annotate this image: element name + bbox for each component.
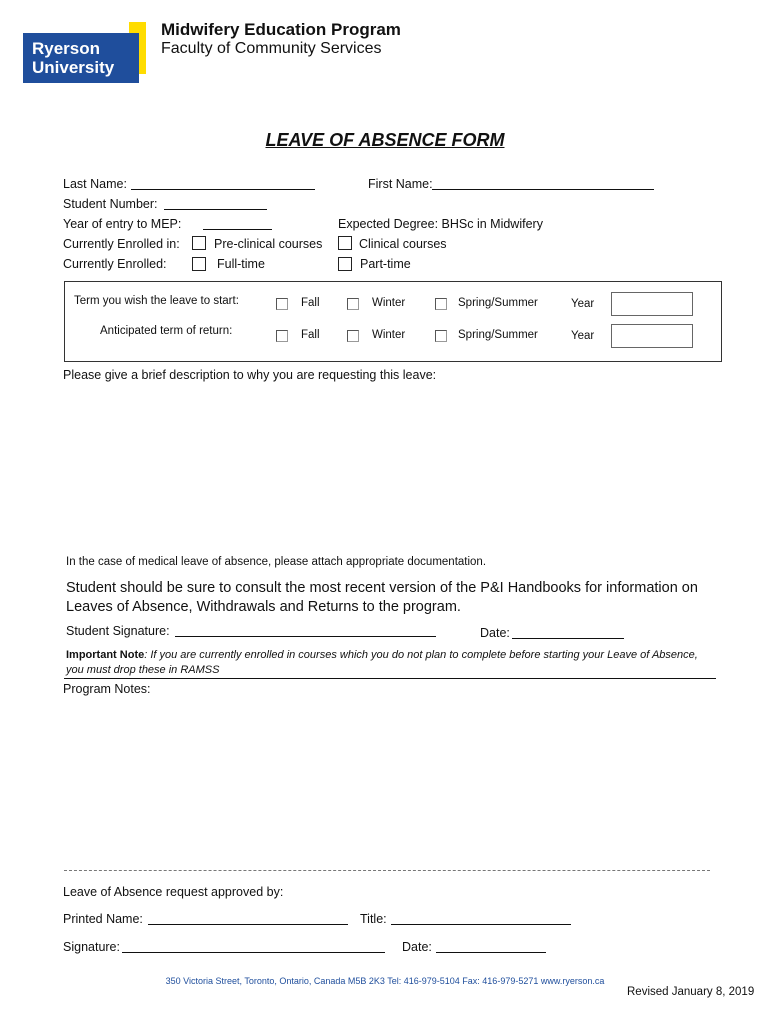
description-prompt: Please give a brief description to why you are requesting this leave:	[63, 368, 437, 382]
title-field[interactable]	[391, 924, 571, 925]
return-term-label: Anticipated term of return:	[100, 325, 233, 337]
start-year-label: Year	[571, 298, 595, 310]
student-date-field[interactable]	[512, 638, 624, 639]
start-fall-checkbox[interactable]	[276, 298, 288, 310]
footer-address: 350 Victoria Street, Toronto, Ontario, Canada M5B 2K3 Tel: 416-979-5104 Fax: 416-979-5271 www.ryerson.ca	[165, 976, 605, 986]
return-spring-summer-label: Spring/Summer	[458, 329, 538, 341]
start-year-input[interactable]	[611, 292, 693, 316]
form-title: LEAVE OF ABSENCE FORM	[265, 130, 505, 150]
student-signature-label: Student Signature:	[66, 624, 170, 638]
start-term-label: Term you wish the leave to start:	[74, 295, 239, 307]
full-time-checkbox[interactable]	[192, 257, 206, 271]
last-name-field[interactable]	[131, 189, 315, 190]
approved-by-label: Leave of Absence request approved by:	[63, 885, 284, 899]
student-number-label: Student Number:	[63, 197, 158, 211]
student-signature-field[interactable]	[175, 636, 436, 637]
currently-enrolled-label: Currently Enrolled:	[63, 257, 167, 271]
printed-name-field[interactable]	[148, 924, 348, 925]
title-label: Title:	[360, 912, 387, 926]
student-number-field[interactable]	[164, 209, 267, 210]
return-fall-label: Fall	[301, 329, 320, 341]
dashed-divider	[64, 870, 710, 871]
preclinical-checkbox[interactable]	[192, 236, 206, 250]
medical-note: In the case of medical leave of absence, please attach appropriate documentation.	[66, 556, 487, 568]
return-winter-label: Winter	[372, 329, 406, 341]
start-fall-label: Fall	[301, 297, 320, 309]
description-area[interactable]	[63, 388, 720, 548]
expected-degree-label: Expected Degree: BHSc in Midwifery	[338, 217, 543, 231]
program-notes-label: Program Notes:	[63, 682, 151, 696]
full-time-label: Full-time	[217, 257, 265, 271]
first-name-label: First Name:	[368, 177, 433, 191]
start-winter-label: Winter	[372, 297, 406, 309]
year-of-entry-field[interactable]	[203, 229, 272, 230]
revised-date: Revised January 8, 2019	[627, 986, 755, 998]
important-note	[66, 649, 698, 661]
year-of-entry-label: Year of entry to MEP:	[63, 217, 182, 231]
return-year-label: Year	[571, 330, 595, 342]
important-label: Important Note	[66, 649, 145, 661]
logo-line2: University	[32, 58, 115, 77]
approval-date-field[interactable]	[436, 952, 546, 953]
consult-line-2: Leaves of Absence, Withdrawals and Returns to the program.	[66, 599, 461, 615]
ryerson-logo	[23, 33, 139, 83]
return-fall-checkbox[interactable]	[276, 330, 288, 342]
student-date-label: Date:	[480, 626, 510, 640]
clinical-checkbox[interactable]	[338, 236, 352, 250]
last-name-label: Last Name:	[63, 177, 127, 191]
currently-enrolled-in-label: Currently Enrolled in:	[63, 237, 180, 251]
important-text-2: you must drop these in RAMSS	[66, 664, 220, 676]
program-notes-area[interactable]	[63, 700, 720, 860]
signature-field[interactable]	[122, 952, 385, 953]
printed-name-label: Printed Name:	[63, 912, 143, 926]
first-name-field[interactable]	[432, 189, 654, 190]
return-spring-summer-checkbox[interactable]	[435, 330, 447, 342]
consult-line-1: Student should be sure to consult the most recent version of the P&I Handbooks for information on	[66, 580, 698, 596]
signature-label: Signature:	[63, 940, 120, 954]
part-time-label: Part-time	[360, 257, 411, 271]
important-text-1: : If you are currently enrolled in courses which you do not plan to complete before starting your Leave of Absence,	[144, 649, 698, 661]
return-winter-checkbox[interactable]	[347, 330, 359, 342]
faculty-name: Faculty of Community Services	[161, 40, 382, 57]
approval-date-label: Date:	[402, 940, 432, 954]
return-year-input[interactable]	[611, 324, 693, 348]
program-name: Midwifery Education Program	[161, 20, 401, 39]
start-spring-summer-label: Spring/Summer	[458, 297, 538, 309]
logo-line1: Ryerson	[32, 39, 101, 58]
part-time-checkbox[interactable]	[338, 257, 352, 271]
start-winter-checkbox[interactable]	[347, 298, 359, 310]
start-spring-summer-checkbox[interactable]	[435, 298, 447, 310]
preclinical-label: Pre-clinical courses	[214, 237, 323, 251]
clinical-label: Clinical courses	[359, 237, 447, 251]
important-divider	[64, 678, 716, 679]
